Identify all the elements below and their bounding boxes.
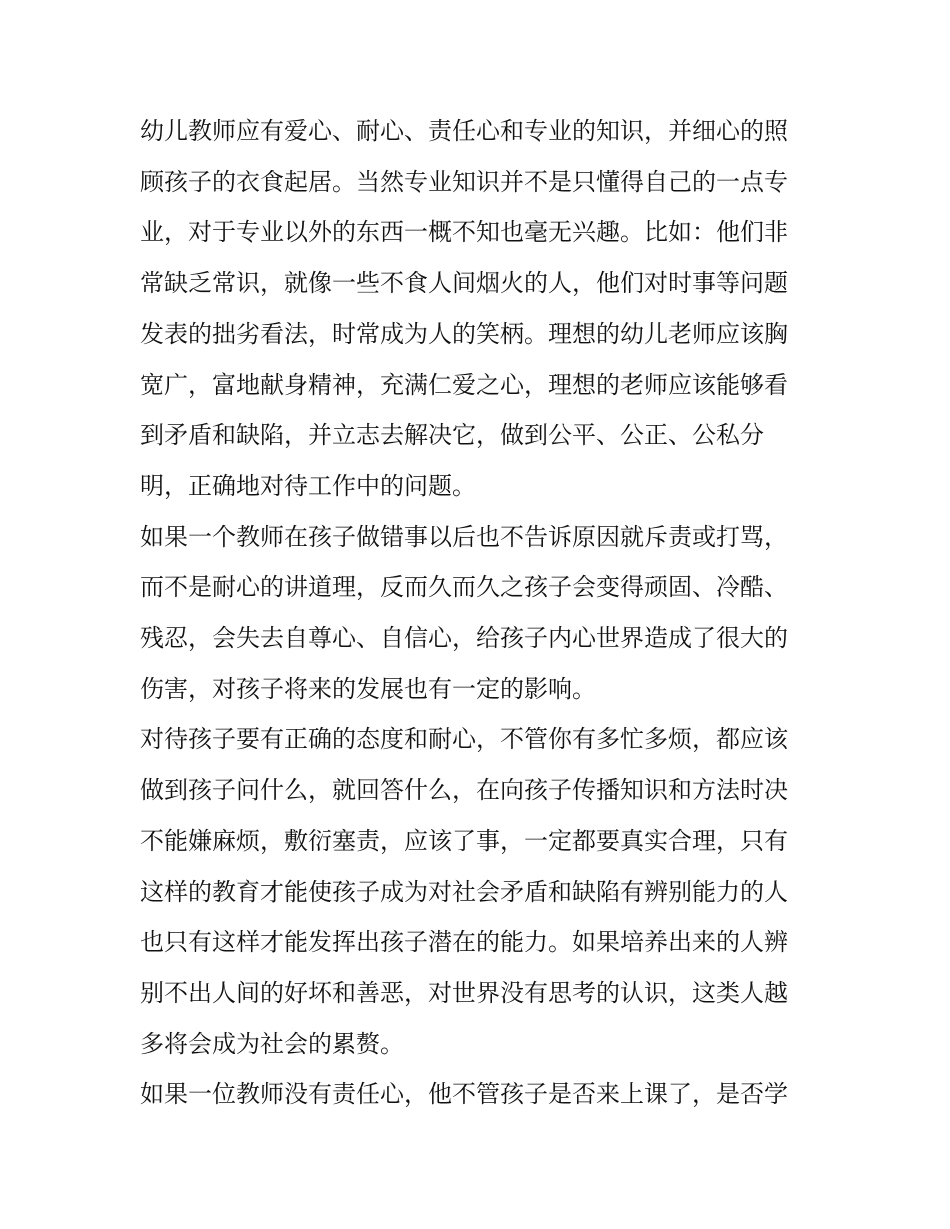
paragraph-line: 而不是耐心的讲道理，反而久而久之孩子会变得顽固、冷酷、: [140, 573, 788, 602]
paragraph-line: 业，对于专业以外的东西一概不知也毫无兴趣。比如：他们非: [140, 218, 788, 247]
paragraph-line: 多将会成为社会的累赘。: [140, 1029, 404, 1058]
paragraph-1: [140, 106, 820, 512]
paragraph-line: 如果一个教师在孩子做错事以后也不告诉原因就斥责或打骂，: [140, 522, 788, 551]
paragraph-line: 残忍，会失去自尊心、自信心，给孩子内心世界造成了很大的: [140, 624, 788, 653]
paragraph-line: 发表的拙劣看法，时常成为人的笑柄。理想的幼儿老师应该胸: [140, 319, 788, 348]
paragraph-line: 不能嫌麻烦，敷衍塞责，应该了事，一定都要真实合理，只有: [140, 826, 788, 855]
paragraph-line: 对待孩子要有正确的态度和耐心，不管你有多忙多烦，都应该: [140, 725, 788, 754]
paragraph-line: 宽广，富地献身精神，充满仁爱之心，理想的老师应该能够看: [140, 370, 788, 399]
paragraph-line: 也只有这样才能发挥出孩子潜在的能力。如果培养出来的人辨: [140, 928, 788, 957]
paragraph-line: 做到孩子问什么，就回答什么，在向孩子传播知识和方法时决: [140, 776, 788, 805]
paragraph-3: [140, 714, 820, 1069]
paragraph-line: 顾孩子的衣食起居。当然专业知识并不是只懂得自己的一点专: [140, 167, 788, 196]
paragraph-line: 到矛盾和缺陷，并立志去解决它，做到公平、公正、公私分: [140, 421, 764, 450]
paragraph-line: 这样的教育才能使孩子成为对社会矛盾和缺陷有辨别能力的人: [140, 877, 788, 906]
paragraph-line: 幼儿教师应有爱心、耐心、责任心和专业的知识，并细心的照: [140, 117, 788, 145]
document-body: [140, 106, 820, 1120]
paragraph-line: 别不出人间的好坏和善恶，对世界没有思考的认识，这类人越: [140, 978, 788, 1007]
paragraph-line: 伤害，对孩子将来的发展也有一定的影响。: [140, 674, 596, 703]
paragraph-line: 明，正确地对待工作中的问题。: [140, 471, 476, 500]
paragraph-2: [140, 512, 820, 715]
paragraph-4: [140, 1069, 820, 1120]
paragraph-line: 如果一位教师没有责任心，他不管孩子是否来上课了，是否学: [140, 1080, 788, 1109]
paragraph-line: 常缺乏常识，就像一些不食人间烟火的人，他们对时事等问题: [140, 269, 788, 298]
